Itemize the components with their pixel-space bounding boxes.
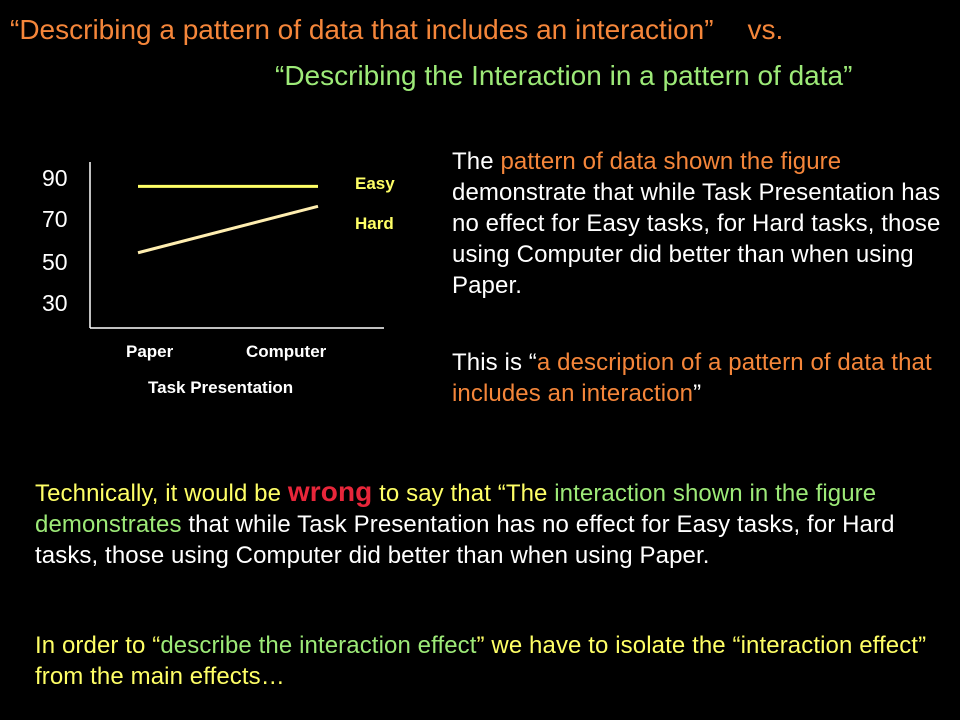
series-line-hard — [138, 206, 318, 252]
text-run-highlight: describe the interaction effect — [160, 632, 477, 659]
legend-easy: Easy — [355, 174, 395, 193]
x-tick-paper: Paper — [126, 342, 174, 361]
legend-hard: Hard — [355, 214, 394, 233]
paragraph-pattern-description — [452, 146, 952, 301]
text-run: Technically, it would be — [35, 480, 288, 507]
y-tick-label: 90 — [42, 165, 68, 191]
title-quote-pattern: “Describing a pattern of data that includes an interaction” — [10, 14, 714, 45]
title-line-2: “Describing the Interaction in a pattern of data” — [275, 60, 853, 91]
y-tick-label: 70 — [42, 206, 68, 232]
paragraph-this-is — [452, 347, 952, 409]
x-axis-title: Task Presentation — [148, 378, 294, 397]
text-run-highlight: interaction shown in the figure — [554, 480, 877, 507]
x-tick-computer: Computer — [246, 342, 327, 361]
text-run-highlight: pattern of data shown the figure — [500, 148, 842, 175]
paragraph-in-order-to — [35, 630, 935, 692]
title-vs: vs. — [747, 14, 784, 45]
text-run-highlight: a description of a pattern of data that includes an interaction — [452, 349, 932, 407]
y-tick-label: 50 — [42, 249, 68, 275]
y-tick-label: 30 — [42, 290, 68, 316]
text-run-highlight: demonstrates — [35, 511, 182, 538]
text-run: ” — [693, 380, 702, 407]
text-run: to say that “The — [372, 480, 555, 507]
text-run-wrong: wrong — [287, 476, 373, 507]
text-run: that while Task Presentation has no effect for Easy tasks, for Hard tasks, those using Computer did better than when using Paper. — [35, 511, 895, 569]
text-run: This is “ — [452, 349, 537, 376]
text-run: The — [452, 148, 501, 175]
text-run: In order to “ — [35, 632, 161, 659]
text-run: demonstrate that while Task Presentation has no effect for Easy tasks, for Hard tasks, those using Computer did better than when using Paper. — [452, 179, 941, 299]
paragraph-technically — [35, 476, 935, 571]
text-run: ” we have to isolate the “interaction effect” from the main effects… — [35, 632, 927, 690]
